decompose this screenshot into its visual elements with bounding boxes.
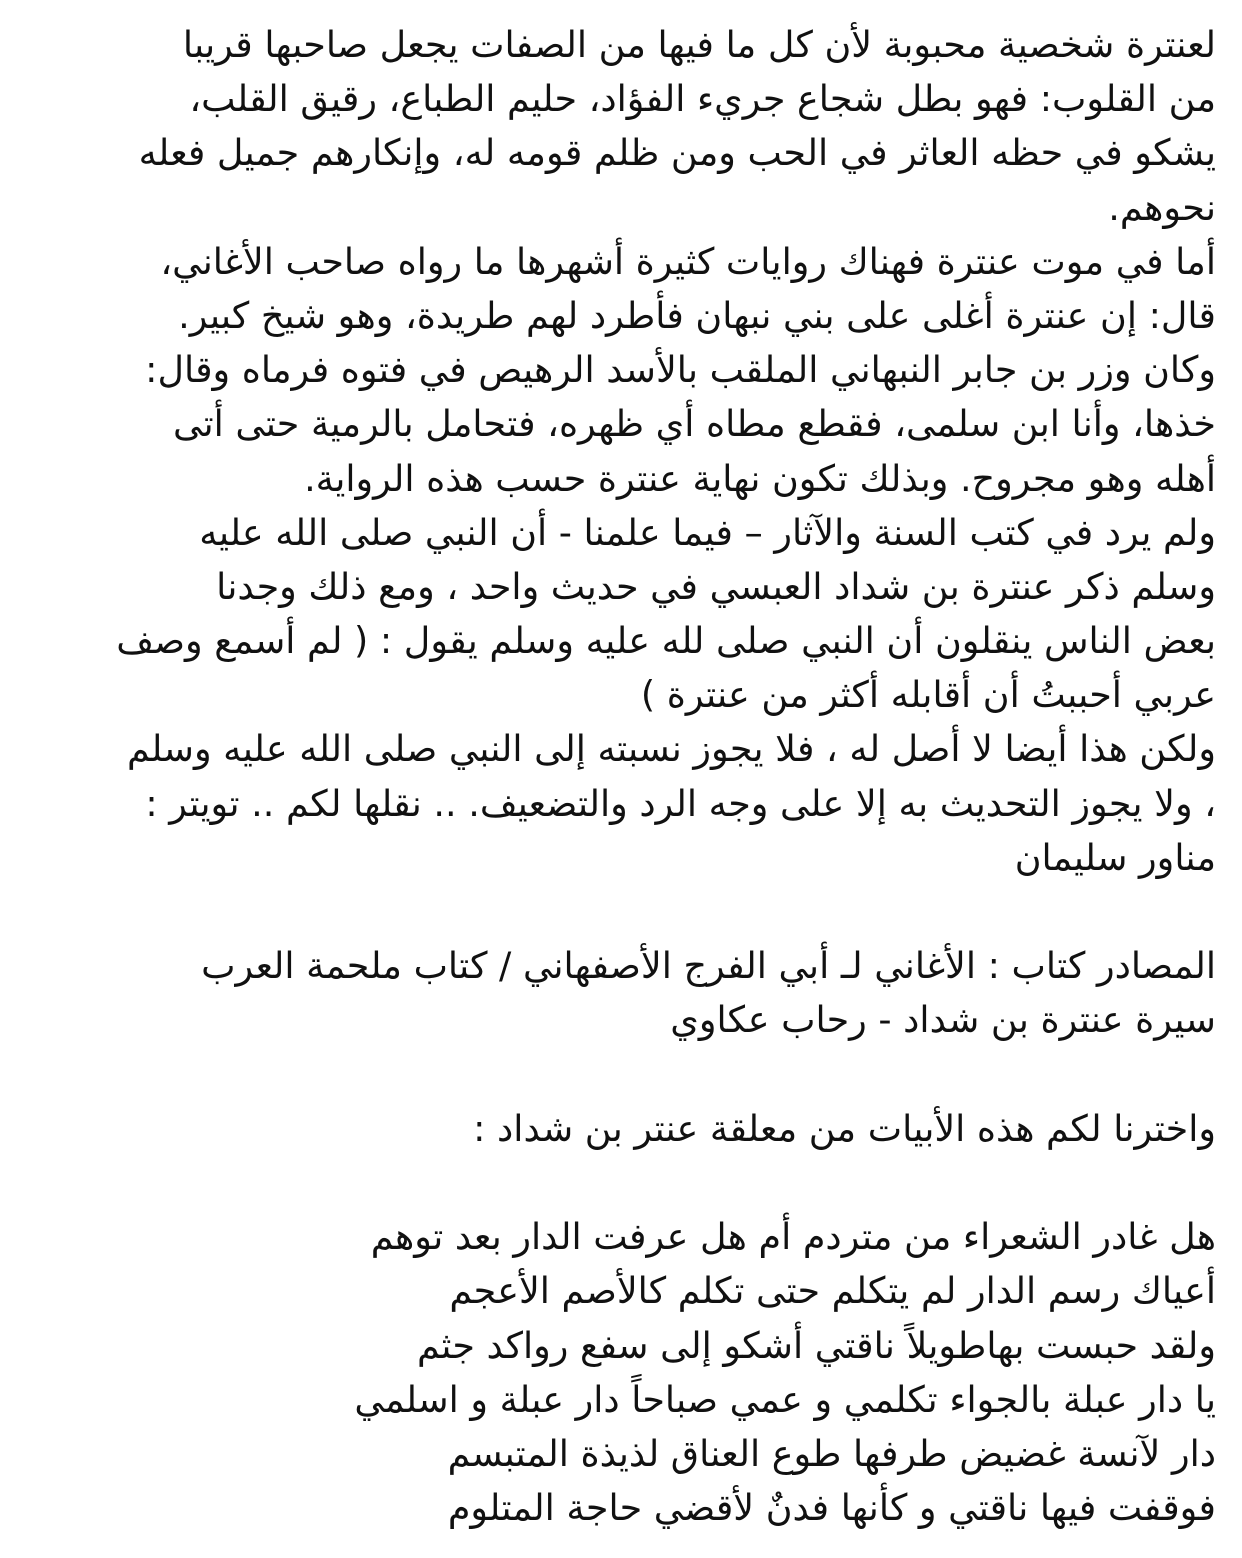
verse-line: فوقفت فيها ناقتي و كأنها فدنٌ لأقضي حاجة المتلوم xyxy=(447,1486,1216,1530)
text-line: قال: إن عنترة أغلى على بني نبهان فأطرد لهم طريدة، وهو شيخ كبير. xyxy=(178,293,1216,337)
text-line: ولكن هذا أيضا لا أصل له ، فلا يجوز نسبته إلى النبي صلى الله عليه وسلم xyxy=(127,727,1216,771)
verse-line: هل غادر الشعراء من متردم أم هل عرفت الدار بعد توهم xyxy=(370,1215,1216,1259)
verse-line: يا دار عبلة بالجواء تكلمي و عمي صباحاً دار عبلة و اسلمي xyxy=(354,1377,1216,1421)
text-line: عربي أحببتُ أن أقابله أكثر من عنترة ) xyxy=(640,673,1216,717)
verse-line: أعياك رسم الدار لم يتكلم حتى تكلم كالأصم الأعجم xyxy=(449,1269,1216,1313)
spacer xyxy=(26,885,1216,939)
text-line: بعض الناس ينقلون أن النبي صلى لله عليه وسلم يقول : ( لم أسمع وصف xyxy=(116,619,1216,663)
text-line: سيرة عنترة بن شداد - رحاب عكاوي xyxy=(670,998,1216,1042)
text-line: أهله وهو مجروح. وبذلك تكون نهاية عنترة حسب هذه الرواية. xyxy=(304,456,1216,500)
verse-line: دار لآنسة غضيض طرفها طوع العناق لذيذة المتبسم xyxy=(447,1431,1216,1475)
text-line: من القلوب: فهو بطل شجاع جريء الفؤاد، حليم الطباع، رقيق القلب، xyxy=(189,77,1216,121)
text-line: أما في موت عنترة فهناك روايات كثيرة أشهرها ما رواه صاحب الأغاني، xyxy=(160,239,1216,283)
sources-block xyxy=(26,939,1216,1047)
text-line: يشكو في حظه العاثر في الحب ومن ظلم قومه له، وإنكارهم جميل فعله xyxy=(138,131,1216,175)
text-line: ولم يرد في كتب السنة والآثار – فيما علمنا - أن النبي صلى الله عليه xyxy=(199,510,1216,554)
text-line: خذها، وأنا ابن سلمى، فقطع مطاه أي ظهره، فتحامل بالرمية حتى أتى xyxy=(173,402,1216,446)
text-line: وسلم ذكر عنترة بن شداد العبسي في حديث واحد ، ومع ذلك وجدنا xyxy=(216,564,1216,608)
spacer xyxy=(26,1156,1216,1210)
verses-intro: واخترنا لكم هذه الأبيات من معلقة عنتر بن شداد : xyxy=(473,1106,1216,1150)
text-line: مناور سليمان xyxy=(1014,835,1216,879)
poem-verses xyxy=(26,1210,1216,1535)
text-line: وكان وزر بن جابر النبهاني الملقب بالأسد الرهيص في فتوه فرماه وقال: xyxy=(145,348,1216,392)
paragraph-attribution xyxy=(26,722,1216,885)
verse-line: ولقد حبست بهاطويلاً ناقتي أشكو إلى سفع رواكد جثم xyxy=(417,1323,1216,1367)
paragraph-hadith xyxy=(26,506,1216,723)
text-line: لعنترة شخصية محبوبة لأن كل ما فيها من الصفات يجعل صاحبها قريبا xyxy=(182,23,1216,66)
text-line: المصادر كتاب : الأغاني لـ أبي الفرج الأصفهاني / كتاب ملحمة العرب xyxy=(201,944,1216,988)
paragraph-character xyxy=(26,18,1216,235)
paragraph-death xyxy=(26,235,1216,343)
spacer xyxy=(26,1048,1216,1102)
paragraph-wizr xyxy=(26,343,1216,506)
text-line: نحوهم. xyxy=(1108,185,1216,229)
text-line: ، ولا يجوز التحديث به إلا على وجه الرد والتضعيف. .. نقلها لكم .. تويتر : xyxy=(145,781,1216,825)
